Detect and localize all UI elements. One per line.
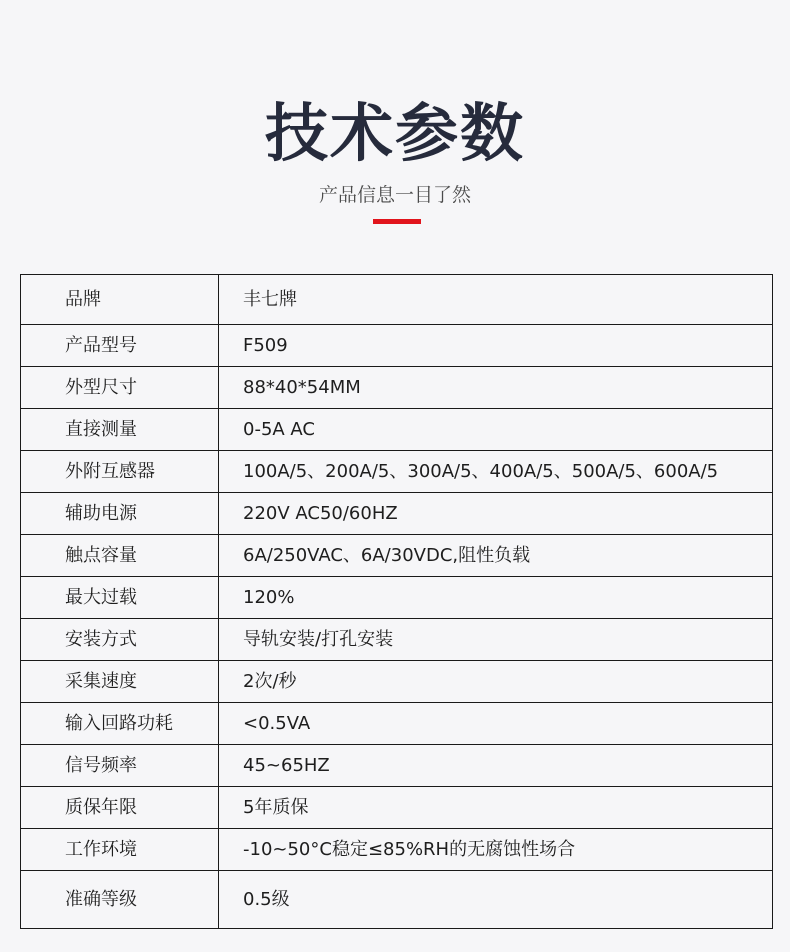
spec-label: 工作环境 (21, 829, 219, 871)
spec-label: 品牌 (21, 275, 219, 325)
spec-row (21, 577, 773, 619)
spec-label: 输入回路功耗 (21, 703, 219, 745)
spec-value: 220V AC50/60HZ (219, 493, 773, 535)
spec-label: 安装方式 (21, 619, 219, 661)
spec-row (21, 745, 773, 787)
spec-row (21, 703, 773, 745)
spec-row (21, 275, 773, 325)
spec-label: 质保年限 (21, 787, 219, 829)
spec-value: 88*40*54MM (219, 367, 773, 409)
spec-row (21, 661, 773, 703)
spec-label: 外附互感器 (21, 451, 219, 493)
spec-row (21, 787, 773, 829)
spec-value: 100A/5、200A/5、300A/5、400A/5、500A/5、600A/5 (219, 451, 773, 493)
spec-value: 45~65HZ (219, 745, 773, 787)
spec-row (21, 451, 773, 493)
spec-value: 0.5级 (219, 871, 773, 929)
spec-label: 采集速度 (21, 661, 219, 703)
spec-row (21, 493, 773, 535)
spec-label: 直接测量 (21, 409, 219, 451)
spec-label: 触点容量 (21, 535, 219, 577)
spec-value: 5年质保 (219, 787, 773, 829)
spec-row (21, 871, 773, 929)
spec-table-body (21, 275, 773, 929)
spec-row (21, 325, 773, 367)
spec-label: 准确等级 (21, 871, 219, 929)
spec-row (21, 409, 773, 451)
spec-row (21, 829, 773, 871)
spec-value: -10~50°C稳定≤85%RH的无腐蚀性场合 (219, 829, 773, 871)
spec-label: 产品型号 (21, 325, 219, 367)
spec-label: 最大过载 (21, 577, 219, 619)
spec-label: 辅助电源 (21, 493, 219, 535)
page-subtitle: 产品信息一目了然 (318, 184, 471, 206)
spec-row (21, 535, 773, 577)
spec-table (20, 274, 773, 929)
spec-label: 信号频率 (21, 745, 219, 787)
spec-value: 6A/250VAC、6A/30VDC,阻性负载 (219, 535, 773, 577)
spec-value: 丰七牌 (219, 275, 773, 325)
page-title: 技术参数 (265, 97, 525, 170)
spec-value: 导轨安装/打孔安装 (219, 619, 773, 661)
spec-value: 120% (219, 577, 773, 619)
spec-value: 2次/秒 (219, 661, 773, 703)
spec-label: 外型尺寸 (21, 367, 219, 409)
accent-divider (373, 219, 421, 224)
spec-value: F509 (219, 325, 773, 367)
spec-value: <0.5VA (219, 703, 773, 745)
spec-row (21, 619, 773, 661)
spec-row (21, 367, 773, 409)
spec-value: 0-5A AC (219, 409, 773, 451)
